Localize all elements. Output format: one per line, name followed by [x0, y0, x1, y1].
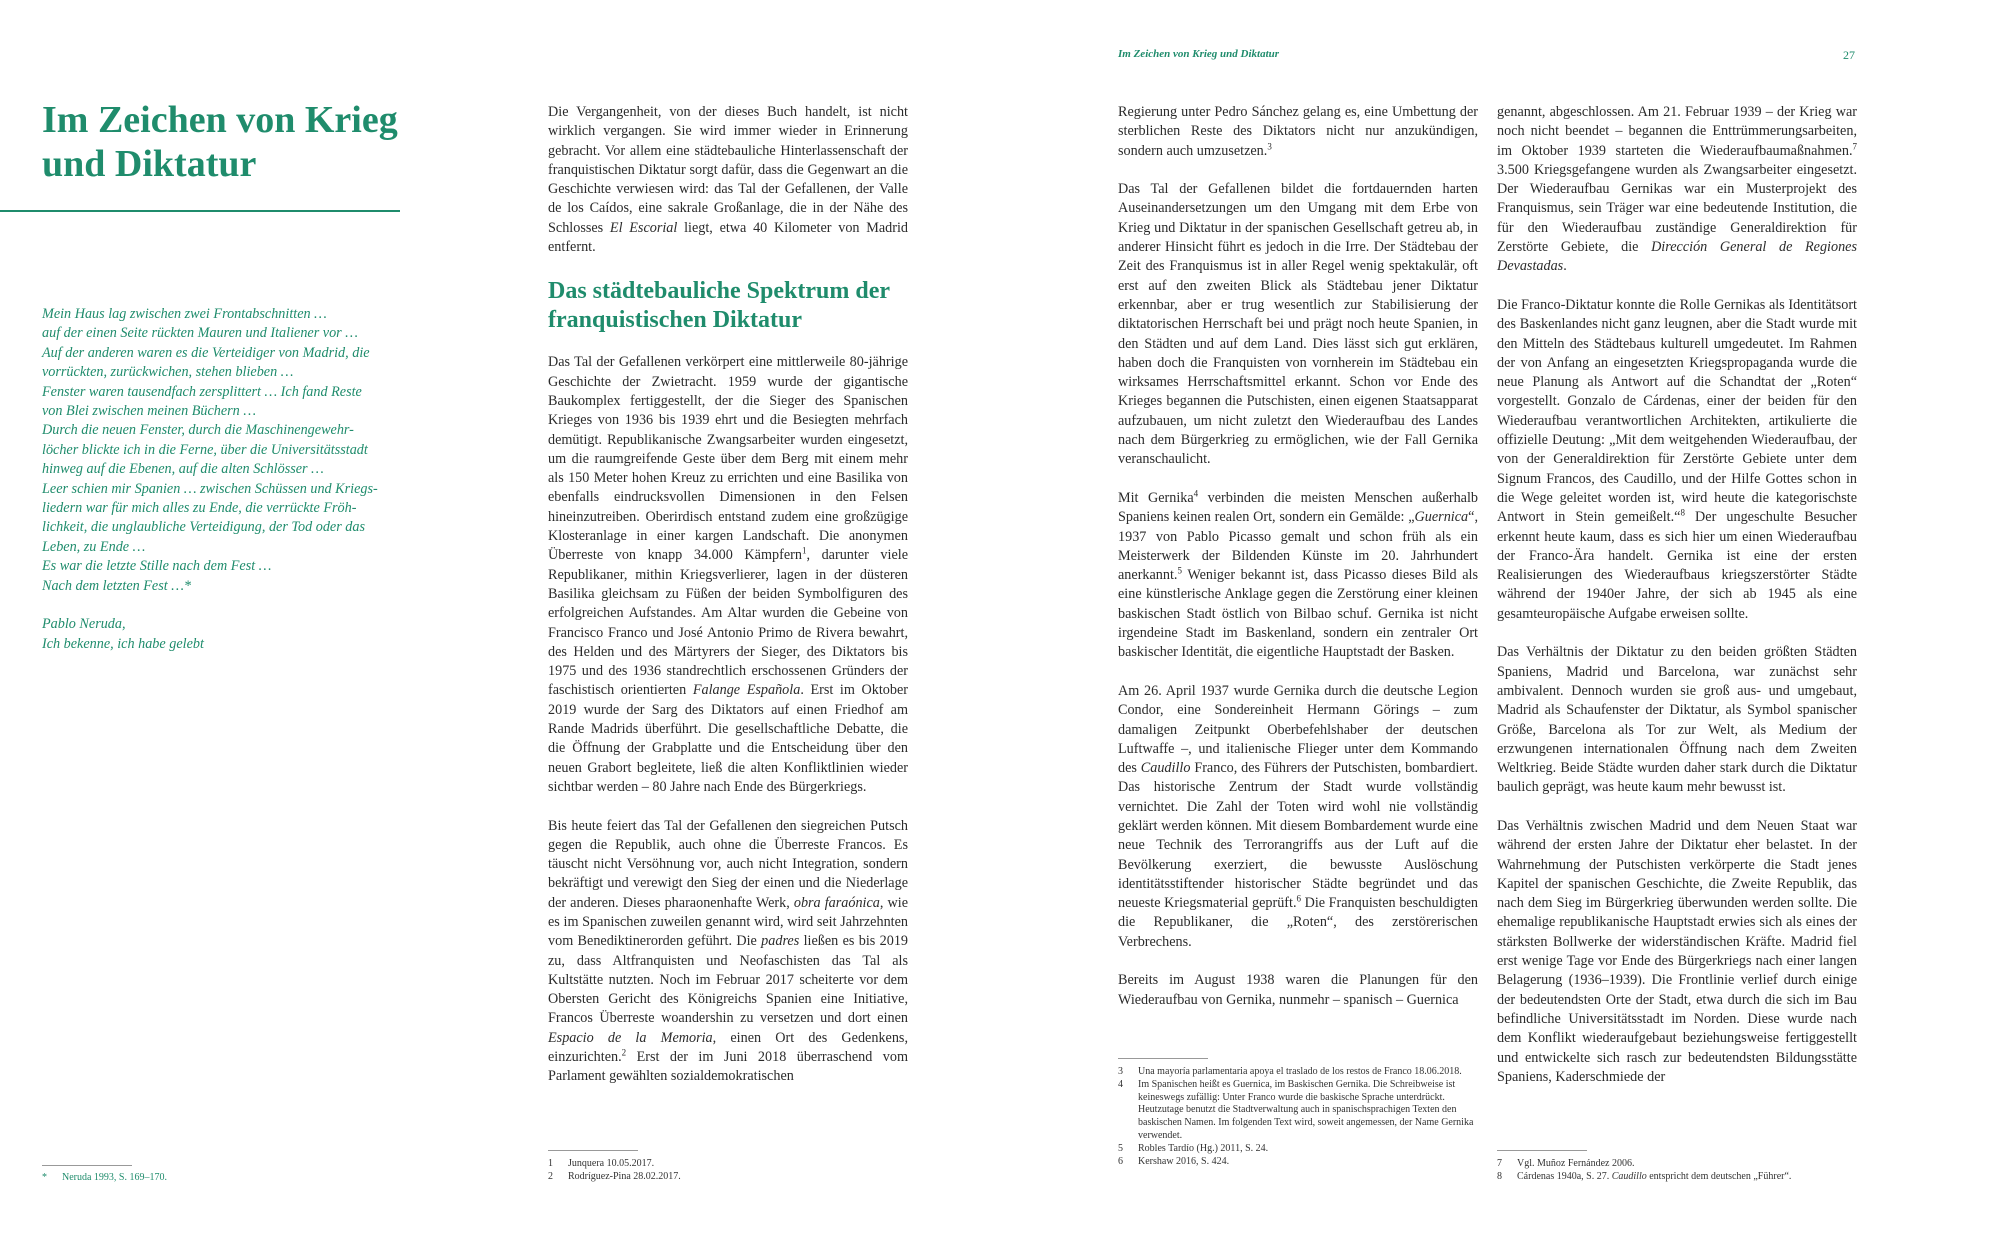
footnote-text: Kershaw 2016, S. 424. — [1138, 1155, 1230, 1167]
footnote-ref[interactable]: 3 — [1267, 140, 1272, 151]
epigraph-line: löcher blickte ich in die Ferne, über die Universitätsstadt — [42, 441, 368, 458]
text-run-italic: Espacio de la Memoria — [548, 1029, 713, 1046]
footnote-rule — [1497, 1150, 1587, 1151]
epigraph-line: Durch die neuen Fenster, durch die Maschinengewehr- — [42, 422, 354, 439]
epigraph-line: Auf der anderen waren es die Verteidiger von Madrid, die — [42, 344, 370, 361]
footnote-ref[interactable]: 8 — [1680, 507, 1685, 518]
footnotes-epigraph — [42, 1172, 412, 1185]
text-run-italic: El Escorial — [609, 219, 678, 236]
body-column-2 — [1118, 103, 1478, 1029]
paragraph — [1497, 296, 1857, 624]
epigraph-gap — [42, 596, 412, 615]
text-run: Das Tal der Gefallenen verkörpert eine mittlerweile 80-jährige Geschichte der Zwietracht. 1959 wurde der gigantische Baukomplex fertiggestellt, der die Sieger des Spanischen Krieges von 1936 bis 1939 ehrt und die Besiegten mehrfach demütigt. Republikanische Zwangsarbeiter wurden eingesetzt, um die raumgreifende Geste über dem Berg mit einem mehr als 150 Meter hohen Kreuz zu errichten und eine Basilika von ebenfalls eindrucksvollen Dimensionen in den Felsen hineinzutreiben. Oberirdisch entstand zudem eine großzügige Klosteranlage in einer kargen Landschaft. Die anonymen Überreste von knapp 34.000 Kämpfern — [548, 354, 908, 564]
paragraph — [548, 817, 908, 1087]
epigraph-line: Fenster waren tausendfach zersplittert … Ich fand Reste — [42, 383, 362, 400]
text-run: genannt, abgeschlossen. Am 21. Februar 1939 – der Krieg war noch nicht beendet – begannen die Enttrümmerungsarbeiten, im Oktober 1939 starteten die Wiederaufbaumaßnahmen. — [1497, 104, 1857, 159]
text-run: Die Franquisten beschuldigten die Republikaner, die „Roten“, des zerstörerischen Verbrechens. — [1118, 895, 1479, 950]
footnotes-column-3 — [1497, 1158, 1857, 1184]
text-run: “, 1937 von Pablo Picasso gemalt und schon früh als ein Meisterwerk der Bildenden Künste im 20. Jahrhundert anerkannt. — [1118, 509, 1478, 584]
text-run: Mit Gernika — [1118, 489, 1194, 506]
text-run: Regierung unter Pedro Sánchez gelang es, eine Umbettung der sterblichen Reste des Diktators nicht nur anzukündigen, sondern auch umzusetzen. — [1118, 104, 1478, 159]
epigraph-line: Mein Haus lag zwischen zwei Frontabschnitten … — [42, 306, 327, 322]
footnote-ref[interactable]: 6 — [1296, 893, 1302, 904]
epigraph-line: Leer schien mir Spanien … zwischen Schüssen und Kriegs- — [42, 480, 378, 497]
text-run: 3.500 Kriegsgefangene wurden als Zwangsarbeiter eingesetzt. Der Wiederaufbau Gernikas war ein Musterprojekt des Franquismus, sein Träger war eine bedeutende Institution, die für den Wiederaufbau zuständige Generaldirektion für Zerstörte Gebiete, die — [1497, 161, 1857, 256]
footnote-text: Una mayoría parlamentaria apoya el traslado de los restos de Franco 18.06.2018. — [1138, 1066, 1462, 1077]
footnote-text: Robles Tardío (Hg.) 2011, S. 24. — [1138, 1142, 1269, 1154]
epigraph-line: Es war die letzte Stille nach dem Fest … — [42, 558, 272, 575]
footnotes-column-1 — [548, 1158, 908, 1184]
paragraph — [1118, 489, 1478, 663]
section-heading: Das städtebauliche Spektrum der franquistischen Diktatur — [548, 278, 890, 334]
text-run: liegt, etwa 40 Kilometer von Madrid entfernt. — [548, 219, 909, 256]
text-run: , einen Ort des Gedenkens, einzurichten. — [548, 1029, 908, 1066]
footnote-number: * — [42, 1172, 47, 1183]
footnote-number: 1 — [548, 1158, 553, 1169]
text-run: Bis heute feiert das Tal der Gefallenen den siegreichen Putsch gegen die Republik, auch ohne die Überreste Francos. Es täuscht nicht Versöhnung vor, auch nicht Integration, sondern bekräftigt und verewigt den Sieg der einen und die Niederlage der anderen. Dieses pharaonenhafte Werk, — [548, 817, 908, 911]
paragraph: Das Tal der Gefallenen bildet die fortdauernden harten Auseinandersetzungen um den Umgang mit dem Erbe von Krieg und Diktatur in der spanischen Gesellschaft getreu ab, in anderer Hinsicht führt es jedoch in die Irre. Der Städtebau der Zeit des Franquismus ist in aller Regel wenig spektakulär, oft erst auf den zweiten Blick als Städtebau jener Diktatur erkennbar, aber er trug wesentlich zur Stabilisierung der diktatorischen Herrschaft bei und prägt noch heute Spanien, in den Städten und auf dem Land. Dies lässt sich gut erklären, haben doch die Franquisten von vornherein im Städtebau ein wirksames Herrschaftsmittel erkannt. Schon vor Ende des Krieges begannen die Putschisten, einen eigenen Staatsapparat aufzubauen, um nicht zuletzt den Wiederaufbau des Landes nach dem Bürgerkrieg zu ermöglichen, wie der Fall Gernika veranschaulicht. — [1118, 181, 1478, 468]
epigraph-line: Leben, zu Ende … — [42, 538, 146, 555]
footnote-ref[interactable]: 7 — [1852, 140, 1857, 151]
text-run: . Erst im Oktober 2019 wurde der Sarg des Diktators auf einen Friedhof am Rande Madrids überführt. Die gesellschaftliche Debatte, die die Öffnung der Grabplatte und die Entscheidung über den neuen Grabort begleitete, ließ die alten Konfliktlinien wieder sichtbar werden – 80 Jahre nach Ende des Bürgerkriegs. — [548, 682, 909, 795]
epigraph — [42, 305, 412, 654]
footnote-rule — [1118, 1058, 1208, 1059]
footnote-number: 7 — [1497, 1158, 1502, 1169]
text-run: Erst der im Juni 2018 überraschend vom Parlament gewählten sozialdemokratischen — [548, 1049, 909, 1085]
text-run: Cárdenas 1940a, S. 27. — [1517, 1170, 1610, 1182]
title-rule — [0, 210, 400, 212]
epigraph-source: Ich bekenne, ich habe gelebt — [42, 635, 204, 652]
paragraph — [1118, 682, 1478, 952]
footnote — [1497, 1171, 1857, 1184]
footnote-rule — [42, 1165, 132, 1166]
paragraph: Bereits im August 1938 waren die Planungen für den Wiederaufbau von Gernika, nunmehr – spanisch – Guernica — [1118, 972, 1478, 1008]
footnote — [1118, 1156, 1478, 1169]
text-run-italic: Caudillo — [1140, 760, 1191, 777]
footnote-ref[interactable]: 2 — [621, 1047, 627, 1058]
footnote-text: Vgl. Muñoz Fernández 2006. — [1517, 1158, 1635, 1169]
epigraph-line: vorrückten, zurückwichen, stehen blieben … — [42, 364, 294, 381]
footnote-text — [1517, 1171, 1857, 1184]
text-run-italic: Falange Española — [692, 682, 801, 699]
text-run: Weniger bekannt ist, dass Picasso dieses Bild als eine künstlerische Anklage gegen die Zerstörung einer kleinen baskischen Stadt östlich von Bilbao schuf. Gernika ist nicht irgendeine Stadt im Baskenland, sondern ein zentraler Ort baskischer Identität, die eigentliche Hauptstadt der Basken. — [1118, 567, 1479, 661]
text-run-italic: Guernica — [1414, 509, 1469, 526]
paragraph: Das Verhältnis zwischen Madrid und dem Neuen Staat war während der ersten Jahre der Diktatur eher belastet. In der Wahrnehmung der Putschisten verkörperte die Stadt jenes Kapitel der spanischen Geschichte, die Zweite Republik, das nach dem Sieg im Bürgerkrieg überwunden werden sollte. Die ehemalige republikanische Hauptstadt erwies sich als eines der stärksten Bollwerke der widerständischen Kräfte. Madrid fiel erst wenige Tage vor Ende des Bürgerkriegs nach einer langen Belagerung (1936–1939). Die Frontlinie verlief durch einige der bedeutendsten Orte der Stadt, etwa durch die sich im Bau befindliche Universitätsstadt im Norden. Diese wurde nach dem Konflikt wiederaufgebaut beziehungsweise fertiggestellt und entwickelte sich rasch zur bedeutendsten Bildungsstätte Spaniens, Kaderschmiede der — [1497, 817, 1857, 1085]
paragraph — [548, 353, 908, 797]
text-run: Die Vergangenheit, von der dieses Buch handelt, ist nicht wirklich vergangen. Sie wird immer wieder in Erinnerung gebracht. Vor allem eine städtebauliche Hinterlassenschaft der franquistischen Diktatur sorgt dafür, dass die Gegenwart an die Geschichte verwiesen wird: das Tal der Gefallenen, der Valle de los Caídos, eine sakrale Großanlage, die in der Nähe des Schlosses — [548, 104, 908, 236]
text-run: Die Franco-Diktatur konnte die Rolle Gernikas als Identitätsort des Baskenlandes nicht ganz leugnen, aber die Stadt wurde mit den Mitteln des Städtebaus kulturell umgedeutet. Im Rahmen der von Anfang an eingesetzten Kriegspropaganda wurde die neue Planung als Antwort auf die Schandtat der „Roten“ vorgestellt. Gonzalo de Cárdenas, einer der beiden für den Wiederaufbau verantwortlichen Architekten, artikulierte die offizielle Deutung: „Mit dem weitgehenden Wiederaufbau, der von der Generaldirektion für Zerstörte Gebiete unter dem Signum Francos, des Caudillo, und der Hilfe Gottes schon in die Wege geleitet worden ist, wird heute die kategorischste Antwort in Stein gemeißelt.“ — [1497, 296, 1857, 526]
body-column-1 — [548, 103, 908, 1106]
footnote — [1118, 1079, 1478, 1143]
footnote — [1118, 1066, 1478, 1079]
paragraph — [1497, 103, 1857, 277]
text-run: , darunter viele Republikaner, mithin Kriegsverlierer, lagen in der düsteren Basilika gleichsam zu Füßen der beiden Symbolfiguren des erfolgreichen Aufstandes. Am Altar wurden die Gebeine von Francisco Franco und José Antonio Primo de Rivera bewahrt, des Helden und des Märtyrers der Sieger, des Diktators bis 1975 und des 1936 standrechtlich erschossenen Gründers der faschistisch orientierten — [548, 547, 908, 699]
epigraph-line: hinweg auf die Ebenen, auf die alten Schlösser … — [42, 461, 324, 478]
epigraph-author: Pablo Neruda, — [42, 616, 126, 633]
footnote — [1118, 1143, 1478, 1156]
paragraph — [548, 103, 908, 257]
text-run: Franco, des Führers der Putschisten, bombardiert. Das historische Zentrum der Stadt wurde vollständig vernichtet. Die Zahl der Toten wird wohl nie vollständig geklärt werden können. Mit diesem Bombardement wurde eine neue Technik des Terrorangriffs aus der Luft auf die Bevölkerung exerziert, die bewusste Auslöschung identitätsstiftender historischer Städte begründet und das neueste Kriegsmaterial geprüft. — [1118, 760, 1478, 912]
text-run-italic: Dirección General de Regiones Devastadas — [1497, 239, 1858, 275]
footnote-number: 5 — [1118, 1142, 1123, 1154]
epigraph-line: lichkeit, die unglaubliche Verteidigung, der Tod oder das — [42, 519, 365, 536]
running-head: Im Zeichen von Krieg und Diktatur — [1118, 48, 1280, 60]
text-run: , wie es im Spanischen zuweilen genannt wird, wird seit Jahrzehnten vom Benediktinerorden geführt. Die — [548, 894, 908, 950]
footnote-rule — [548, 1150, 638, 1151]
footnote — [42, 1172, 412, 1185]
paragraph: Das Verhältnis der Diktatur zu den beiden größten Städten Spaniens, Madrid und Barcelona, war zunächst sehr ambivalent. Dennoch wurden sie groß aus- und umgebaut, Madrid als Schaufenster der Diktatur, als Symbol spanischer Größe, Barcelona als Tor zur Welt, als Medium der erzwungenen internationalen Öffnung nach dem Zweiten Weltkrieg. Beide Städte wurden daher stark durch die Diktatur baulich geprägt, was heute kaum mehr bewusst ist. — [1497, 644, 1857, 796]
text-run: ließen es bis 2019 zu, dass Altfranquisten und Neofaschisten das Tal als Kultstätte nutzten. Noch im Februar 2017 scheiterte vor dem Obersten Gericht des Königreichs Spanien eine Initiative, Francos Überreste woandershin zu versetzen und dort einen — [548, 933, 909, 1027]
footnote-number: 3 — [1118, 1066, 1123, 1077]
footnote-text: Neruda 1993, S. 169–170. — [62, 1172, 167, 1183]
body-column-3 — [1497, 103, 1857, 1106]
footnote-ref[interactable]: 4 — [1193, 488, 1199, 499]
footnote — [548, 1171, 908, 1184]
epigraph-line: auf der einen Seite rückten Mauren und Italiener vor … — [42, 325, 358, 342]
paragraph — [1118, 103, 1478, 161]
text-run: Am 26. April 1937 wurde Gernika durch die deutsche Legion Condor, eine Sondereinheit Hermann Görings – zum damaligen Zeitpunkt Oberbefehlshaber der deutschen Luftwaffe –, und italienische Flieger unter dem Kommando des — [1118, 682, 1478, 777]
footnote-ref[interactable]: 1 — [801, 545, 807, 556]
footnote-text: Im Spanischen heißt es Guernica, im Baskischen Gernika. Die Schreibweise ist keineswegs zufällig: Unter Franco wurde die baskische Sprache unterdrückt. Heutzutage benutzt die Stadtverwaltung auch in spanischsprachigen Texten den baskischen Namen. Im folgenden Text wird, soweit angemessen, der Name Gernika verwendet. — [1138, 1078, 1474, 1141]
footnote-number: 2 — [548, 1170, 553, 1182]
text-run-italic: padres — [761, 933, 800, 950]
page-number: 27 — [1843, 48, 1855, 62]
epigraph-line: von Blei zwischen meinen Büchern … — [42, 403, 256, 420]
footnote — [548, 1158, 908, 1171]
text-run: Der ungeschulte Besucher erkennt heute kaum, dass es sich hier um einen Wiederaufbau der Franco-Ära handelt. Gernika ist eine der ersten Realisierungen des Wiederaufbaus kriegszerstörter Städte während der 1940er Jahre, der sich ab 1945 als eine gesamteuropäische Aufgabe erweisen sollte. — [1497, 509, 1857, 622]
text-run-italic: obra faraónica — [793, 894, 880, 911]
text-run-italic: Caudillo — [1611, 1170, 1647, 1182]
chapter-title: Im Zeichen von Krieg und Diktatur — [42, 99, 398, 185]
footnote-number: 4 — [1118, 1078, 1123, 1090]
text-run: . — [1563, 258, 1567, 275]
epigraph-line: liedern war für mich alles zu Ende, die verrückte Fröh- — [42, 500, 357, 517]
footnote — [1497, 1158, 1857, 1171]
epigraph-line: Nach dem letzten Fest …* — [42, 577, 191, 594]
footnote-number: 8 — [1497, 1170, 1502, 1182]
footnote-ref[interactable]: 5 — [1177, 565, 1182, 576]
text-run: entspricht dem deutschen „Führer“. — [1649, 1170, 1792, 1182]
footnote-text: Junquera 10.05.2017. — [568, 1158, 655, 1169]
footnote-text: Rodríguez-Pina 28.02.2017. — [568, 1170, 681, 1182]
footnotes-column-2 — [1118, 1066, 1478, 1168]
text-run: verbinden die meisten Menschen außerhalb Spaniens keinen realen Ort, sondern ein Gemälde: „ — [1118, 489, 1478, 526]
footnote-number: 6 — [1118, 1155, 1123, 1167]
